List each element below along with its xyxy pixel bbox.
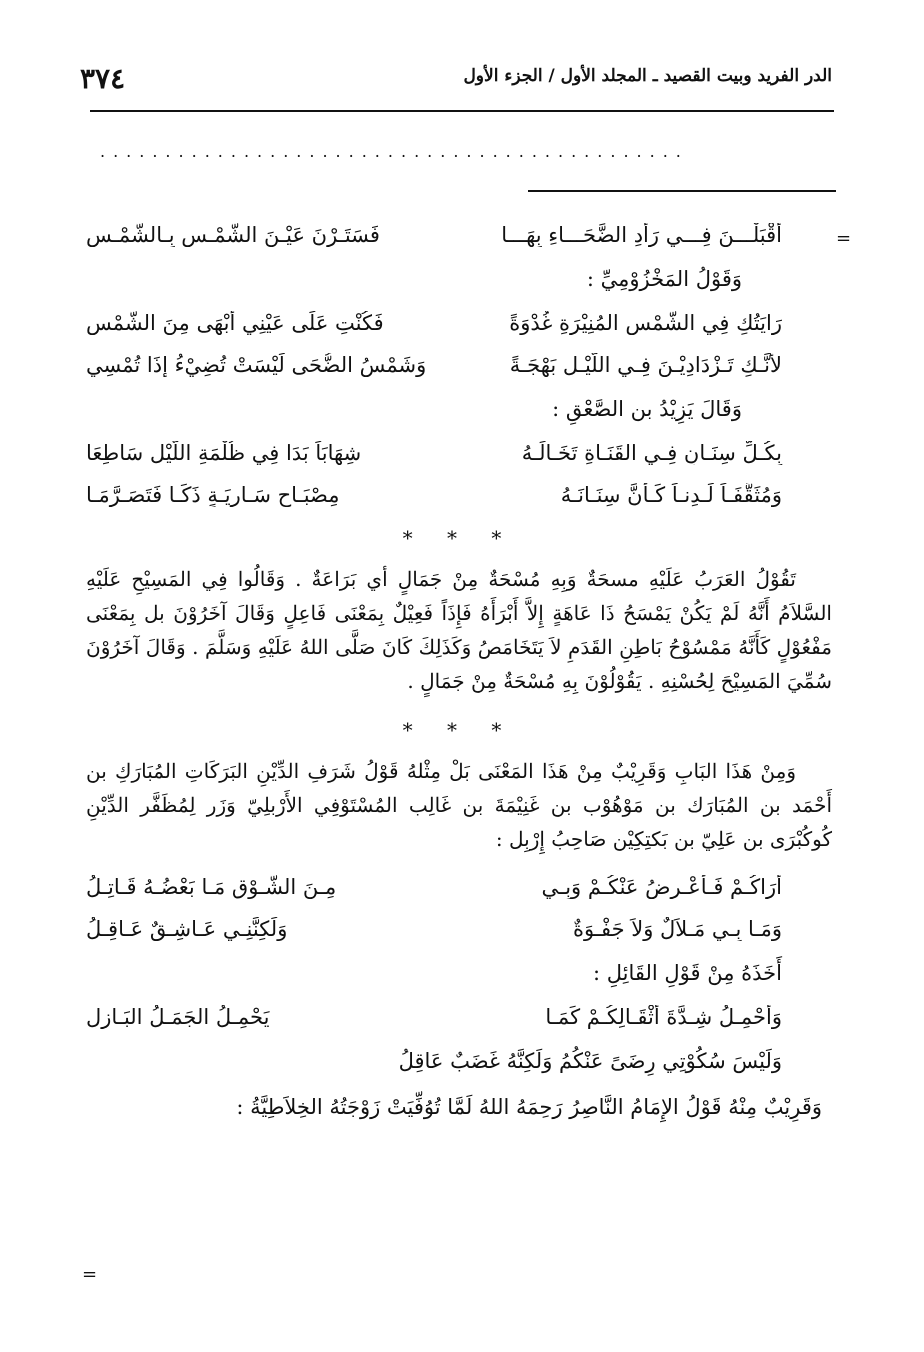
verse-hemistich-second: شِهَابَاً بَدَا فِي ظُلْمَةِ اللَّيْلِ سَاطِعَا <box>86 441 362 465</box>
verse-line <box>86 908 832 950</box>
verse-hemistich-second: مِصْبَـاحِ سَـارِيَـةٍ ذَكَـا فَتَصَـرَّمَـا <box>86 483 340 507</box>
margin-mark-bottom: = <box>82 1264 98 1285</box>
footnote-rule <box>528 190 836 192</box>
margin-mark-top: = <box>836 228 852 249</box>
section-divider-stars: * * * <box>402 526 516 550</box>
verse-line <box>86 214 832 256</box>
page-number: ٣٧٤ <box>80 62 126 95</box>
verse-hemistich-first: لأَنَّـكِ تَـزْدَادِيْـنَ فِـي اللَّيْـلِ بَهْجَـةً <box>509 353 782 377</box>
prose-paragraph: وَمِنْ هَذَا البَابِ وَقَرِيْبٌ مِنْ هَذَا المَعْنَى بَلْ مِثْلهُ قَوْلُ شَرَفِ الدِّيْنِ البَرَكَاتِ المُبَارَكِ بن أَحْمَد بن المُبَارَك بن مَوْهُوْب بن غَنِيْمَةَ بن غَالِب المُسْتَوْفِي الأَرْبلِيّ وَزَر لِمُظَفَّر الدِّيْنِ كُوكُبْرَى بن عَلِيّ بن بَكتِكِيْن صَاحِبُ إِرْبِل : <box>86 759 832 851</box>
verse-hemistich-first: وَمُثَقَّفَـاً لَـدِنـاً كَـأَنَّ سِنَـانَـهُ <box>560 483 782 507</box>
verse-hemistich-second: فَكُنْتِ عَلَى عَيْنِي أَبْهَى مِنَ الشَّمْسِ <box>86 311 384 335</box>
verse-line <box>86 432 832 474</box>
verse-hemistich-first: بِكُـلِّ سِنَـانٍ فِـي القَنَـاةِ تَخَـالَـهُ <box>521 441 782 465</box>
verse-intro: وَقَوْلُ المَخْزُوْمِيِّ : <box>586 267 742 291</box>
verse-hemistich-first: أَرَاكُـمْ فَـأُعْـرِضُ عَنْكُـمْ وَبِـي <box>541 875 782 899</box>
verse-line <box>86 344 832 386</box>
verse-hemistich-first: وَأَحْمِـلُ شِـدَّةَ أَثْقَـالِكُـمْ كَمَـا <box>545 1005 782 1029</box>
section-divider-stars: * * * <box>402 718 516 742</box>
running-title: الدر الفريد وبيت القصيد ـ المجلد الأول / الجزء الأول <box>463 66 832 86</box>
prose-paragraph: تَقُوْلُ العَرَبُ عَلَيْهِ مسحَةٌ وَبِهِ مُسْحَةٌ مِنْ جَمَالٍ أي بَرَاعَةٌ . وَقَالُوا فِي المَسِيْحِ عَلَيْهِ السَّلاَمُ أَنَّهُ لَمْ يَكُنْ يَمْسَحُ ذَا عَاهَةٍ إِلاَّ أَبْرَأَهُ فَإِذَاً فَعِيْلٌ بِمَعْنَى فَاعِلٍ وَقَالَ آخَرُوْنَ بل بِمَعْنَى مَفْعُوْلٍ كَأَنَّهُ مَمْسُوْحُ بَاطِنِ القَدَمِ لاَ يَتَخَامَصُ وَكَذَلِكَ كَانَ صَلَّى اللهُ عَلَيْهِ وَسَلَّمَ . وَقَالَ آخَرُوْنَ سُمِّيَ المَسِيْحَ لِحُسْنِهِ . يَقُوْلُوْنَ بِهِ مُسْحَةٌ مِنْ جَمَالٍ . <box>86 567 832 693</box>
verse-line <box>86 474 832 516</box>
verse-hemistich-second: فَسَتَـرْنَ عَيْـنَ الشَّمْـسِ بِـالشَّمْـسِ <box>86 223 380 247</box>
verse-hemistich-second: مِـنَ الشَّـوْقِ مَـا بَعْضُـهُ قَـاتِـلُ <box>86 875 337 899</box>
verse-hemistich-second: يَحْمِـلُ الجَمَـلُ البَـازِلِ <box>86 1005 270 1029</box>
verse-intro: أَخَذَهُ مِنْ قَوْلِ القَائِلِ : <box>593 961 782 985</box>
page-body <box>86 214 832 1130</box>
verse-intro: وَقَالَ يَزِيْدُ بن الصَّعْقِ : <box>552 397 742 421</box>
verse-continuation: وَلَيْسَ سُكُوْتِي رِضَىً عَنْكُمُ وَلَكِنَّهُ غَضَبٌ عَاقِلُ <box>398 1049 782 1073</box>
dotted-separator: ............................................. <box>100 142 689 161</box>
verse-line <box>86 302 832 344</box>
verse-line <box>86 996 832 1038</box>
verse-line <box>86 866 832 908</box>
verse-hemistich-second: وَلَكِنَّنِـي عَـاشِـقٌ عَـاقِـلُ <box>86 917 288 941</box>
verse-hemistich-second: وَشَمْسُ الضُّحَى لَيْسَتْ تُضِيْءُ إِذَا تُمْسِي <box>86 353 427 377</box>
verse-hemistich-first: أَقْبَلْـــنَ فِـــي رَأْدِ الضَّحَـــاءِ بِهَـــا <box>501 223 782 247</box>
verse-hemistich-first: وَمَـا بِـي مَـلاَلٌ وَلاَ جَفْـوَةٌ <box>572 917 782 941</box>
closing-line: وَقَرِيْبٌ مِنْهُ قَوْلُ الإِمَامُ النَّاصِرُ رَحِمَهُ اللهُ لَمَّا تُوُفِّيَتْ زَوْجَتُهُ الخِلاَطِيَّةُ : <box>236 1095 822 1119</box>
header-rule <box>90 110 834 112</box>
verse-hemistich-first: رَايَتُكِ فِي الشَّمْسِ المُنِيْرَةِ غُدْوَةً <box>509 311 782 335</box>
